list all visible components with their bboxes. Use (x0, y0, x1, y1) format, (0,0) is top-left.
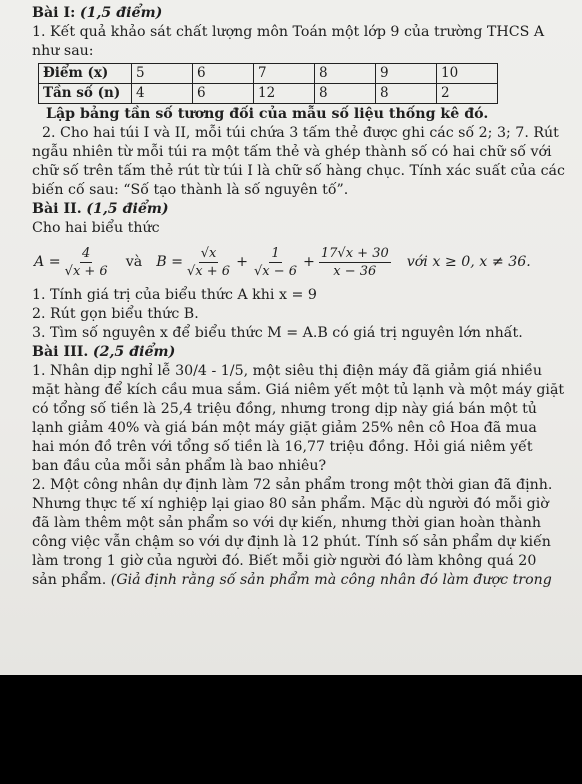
table-cell: 12 (254, 84, 315, 104)
bai3-q2-line: làm trong 1 giờ của người đó. Biết mỗi giờ người đó làm không quá 20 (32, 553, 537, 569)
table-cell: 5 (132, 64, 193, 84)
fraction-numerator: √x (200, 245, 217, 261)
bai1-points: (1,5 điểm) (79, 5, 163, 21)
bai1-q1-line1: 1. Kết quả khảo sát chất lượng môn Toán một lớp 9 của trường THCS A (32, 24, 545, 40)
bai1-title: Bài I: (32, 5, 76, 21)
bai3-heading (32, 343, 572, 362)
table-caption: Lập bảng tần số tương đối của mẫu số liệu thống kê đó. (46, 106, 489, 122)
formula-a-lhs: A = (34, 253, 61, 270)
bai3-q2-last-line (32, 571, 572, 590)
table-cell: 8 (315, 64, 376, 84)
table-cell: Điểm (x) (39, 64, 132, 84)
fraction-numerator: 17√x + 30 (320, 245, 389, 261)
bai2-points: (1,5 điểm) (86, 201, 169, 217)
fraction-denominator: x − 36 (333, 263, 377, 279)
frequency-table (38, 63, 498, 104)
table-cell: 8 (315, 84, 376, 104)
fraction-numerator: 4 (82, 245, 91, 261)
fraction-denominator: √x − 6 (253, 263, 297, 279)
bai3-q1-line: có tổng số tiền là 25,4 triệu đồng, nhưng trong dịp này giá bán một tủ (32, 401, 537, 417)
bai3-q2-last-italic: (Giả định rằng số sản phẩm mà công nhân đó làm được trong (110, 572, 552, 588)
bai3-q1-line: mặt hàng để kích cầu mua sắm. Giá niêm yết một tủ lạnh và một máy giặt (32, 382, 565, 398)
bai3-title: Bài III. (32, 344, 89, 360)
table-cell: 7 (254, 64, 315, 84)
bai3-q1-line: hai món đồ trên với tổng số tiền là 16,77 triệu đồng. Hỏi giá niêm yết (32, 439, 533, 455)
table-cell: 9 (376, 64, 437, 84)
bai2-q1: 1. Tính giá trị của biểu thức A khi x = 9 (32, 287, 317, 303)
bai1-q1-line2: như sau: (32, 43, 94, 59)
table-cell: 4 (132, 84, 193, 104)
formula-b-lhs: B = (156, 253, 184, 270)
bai2-q2: 2. Rút gọn biểu thức B. (32, 306, 199, 322)
formula-fraction (252, 245, 299, 280)
plus-sign: + (303, 253, 315, 270)
bai1-q2-line: biến cố sau: “Số tạo thành là số nguyên tố”. (32, 182, 349, 198)
bai3-q2-last-normal: sản phẩm. (32, 572, 111, 588)
table-row (39, 64, 498, 84)
bai1-heading (32, 4, 572, 23)
formula-condition: với x ≥ 0, x ≠ 36. (406, 253, 531, 270)
bai3-q2-line: công việc vẫn chậm so với dự định là 12 phút. Tính số sản phẩm dự kiến (32, 534, 551, 550)
bai3-q1-line: 1. Nhân dịp nghỉ lễ 30/4 - 1/5, một siêu thị điện máy đã giảm giá nhiều (32, 363, 543, 379)
table-cell: 6 (193, 84, 254, 104)
bai1-q2-line: chữ số trên tấm thẻ rút từ túi I là chữ số hàng chục. Tính xác suất của các (32, 163, 565, 179)
bai2-formula (32, 238, 572, 286)
table-cell: 6 (193, 64, 254, 84)
fraction-numerator: 1 (271, 245, 280, 261)
bai3-points: (2,5 điểm) (92, 344, 176, 360)
fraction-denominator: √x + 6 (187, 263, 231, 279)
table-cell: 2 (437, 84, 498, 104)
bai3-q2-line: đã làm thêm một sản phẩm so với dự kiến, nhưng thời gian hoàn thành (32, 515, 542, 531)
black-band (0, 675, 582, 784)
bai3-q2-line: 2. Một công nhân dự định làm 72 sản phẩm trong một thời gian đã định. (32, 477, 553, 493)
bai2-heading (32, 200, 572, 219)
bai3-q2-line: Nhưng thực tế xí nghiệp lại giao 80 sản phẩm. Mặc dù người đó mỗi giờ (32, 496, 549, 512)
formula-fraction (319, 245, 391, 280)
table-row (39, 84, 498, 104)
bai2-title: Bài II. (32, 201, 82, 217)
fraction-denominator: √x + 6 (64, 263, 108, 279)
formula-fraction (63, 245, 110, 280)
bai1-q2-line: ngẫu nhiên từ mỗi túi ra một tấm thẻ và ghép thành số có hai chữ số với (32, 144, 552, 160)
formula-fraction (185, 245, 232, 280)
exam-content (32, 4, 572, 590)
plus-sign: + (236, 253, 248, 270)
bai1-q2-line: 2. Cho hai túi I và II, mỗi túi chứa 3 tấm thẻ được ghi các số 2; 3; 7. Rút (42, 125, 559, 141)
table-cell: 10 (437, 64, 498, 84)
bai2-q3: 3. Tìm số nguyên x để biểu thức M = A.B có giá trị nguyên lớn nhất. (32, 325, 523, 341)
bai3-q1-line: lạnh giảm 40% và giá bán một máy giặt giảm 25% nên cô Hoa đã mua (32, 420, 537, 436)
bai3-q1-line: ban đầu của mỗi sản phẩm là bao nhiêu? (32, 458, 327, 474)
bai2-intro: Cho hai biểu thức (32, 220, 160, 236)
table-cell: 8 (376, 84, 437, 104)
table-cell: Tần số (n) (39, 84, 132, 104)
formula-and: và (125, 253, 143, 270)
